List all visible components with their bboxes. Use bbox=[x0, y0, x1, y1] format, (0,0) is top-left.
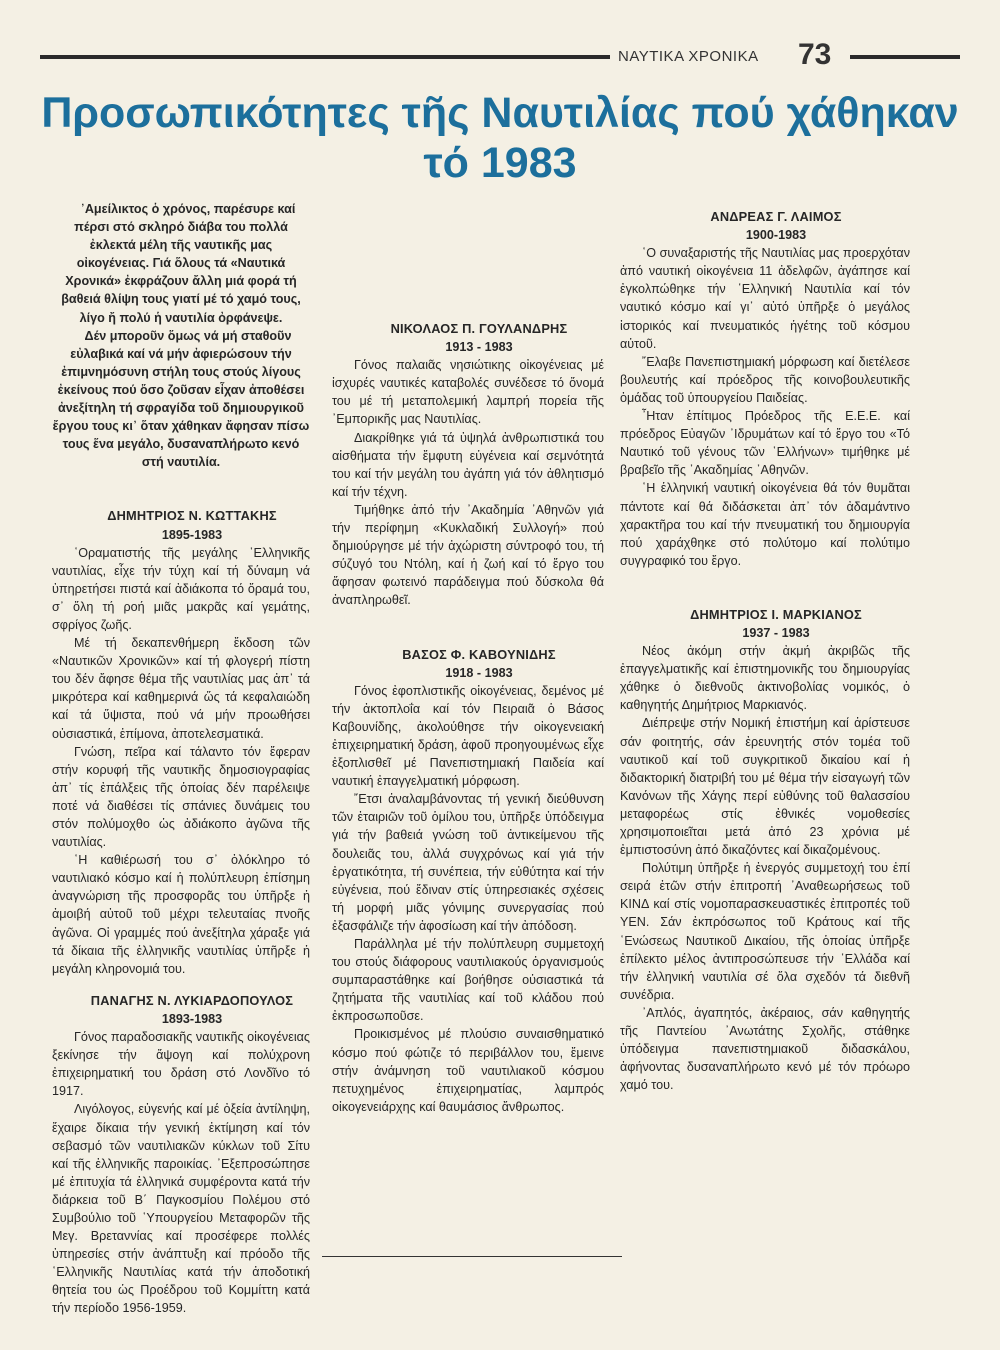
paragraph: Πολύτιμη ὑπῆρξε ἡ ἐνεργός συμμετοχή του ἐπί σειρά ἐτῶν στήν ἐπιτροπή ᾽Αναθεωρήσεως τοῦ ΚΙΝΔ καί στίς νομοπαρασκευαστικές ἐπιτροπές τοῦ ΥΕΝ. Σάν ἐκπρόσωπος τοῦ Κράτους καί τῆς ῾Ενώσεως Ναυτικοῦ Δικαίου, τῆς ὁποίας ὑπῆρξε ἐπίλεκτο μέλος ἀντιπροσώπευσε τήν ῾Ελλάδα καί τήν ἑλληνική ναυτιλία σέ ὅλα σχεδόν τά διεθνῆ συνέδρια. bbox=[620, 861, 910, 1002]
page-header bbox=[40, 40, 960, 74]
paragraph: Προικισμένος μέ πλούσιο συναισθηματικό κόσμο πού φώτιζε τό περιβάλλον του, ἔμεινε στήν ἀνάμνηση τοῦ ναυτιλιακοῦ κόσμου πετυχημένος ἐπιχειρηματίας, λαμπρός οἰκογενειάρχης καί θαυμάσιος ἄνθρωπος. bbox=[332, 1027, 604, 1114]
paragraph: ῾Ο συναξαριστής τῆς Ναυτιλίας μας προερχόταν ἀπό ναυτική οἰκογένεια 11 ἀδελφῶν, ἀγάπησε καί ἐγκολπώθηκε τήν ῾Ελληνική Ναυτιλία καί τόν ναυτικό κόσμο καί γι᾽ αὐτό ὑπῆρξε ὁ μεγάλος ἱστορικός καί πνευματικός ἡγέτης τοῦ κόσμου αὐτοῦ. bbox=[620, 246, 910, 351]
obituary-goulandris bbox=[332, 320, 604, 610]
paragraph: Παράλληλα μέ τήν πολύπλευρη συμμετοχή του στούς διάφορους ναυτιλιακούς ὀργανισμούς συμπαραστάθηκε καί βοήθησε οὐσιαστικά τά ζητήματα τῆς ναυτιλίας καί τοῦ κλάδου πού ἐκπροσωποῦσε. bbox=[332, 937, 604, 1024]
obituary-kavounidis bbox=[332, 646, 604, 1116]
person-name: ΔΗΜΗΤΡΙΟΣ Ι. ΜΑΡΚΙΑΝΟΣ bbox=[690, 606, 862, 622]
article-title bbox=[20, 88, 980, 188]
paragraph: Γόνος παραδοσιακῆς ναυτικῆς οἰκογένειας ξεκίνησε τήν ἄψογη καί πολύχρονη ἐπιχειρηματική του δράση στό Λονδῖνο τό 1917. bbox=[52, 1030, 310, 1099]
intro bbox=[52, 200, 310, 471]
header-rule-left bbox=[40, 55, 610, 59]
paragraph: Γόνος ἐφοπλιστικῆς οἰκογένειας, δεμένος μέ τήν ἀκτοπλοΐα καί τόν Πειραιᾶ ὁ Βάσος Καβουνίδης, ἀκολούθησε τήν οἰκογενειακή ἐπιχειρηματική δράση, ἀφοῦ προηγουμένως εἶχε ἐξοπλισθεῖ μέ Πανεπιστημιακή Παιδεία καί ναυτική ἐπαγγελματική μόρφωση. bbox=[332, 683, 604, 789]
article-title-line2: τό 1983 bbox=[423, 139, 577, 187]
person-years: 1895-1983 bbox=[161, 527, 223, 542]
person-name: ΒΑΣΟΣ Φ. ΚΑΒΟΥΝΙΔΗΣ bbox=[402, 646, 556, 662]
obituary-laimos bbox=[620, 208, 910, 570]
person-years: 1913 - 1983 bbox=[445, 340, 513, 355]
paragraph: ῏Ηταν ἐπίτιμος Πρόεδρος τῆς Ε.Ε.Ε. καί πρόεδρος Εὐαγῶν ᾽Ιδρυμάτων καί τό ἔργο του «Τό Ναυτικό τοῦ γένους τῶν ῾Ελλήνων» τιμήθηκε μέ βραβεῖο τῆς ᾽Ακαδημίας ᾽Αθηνῶν. bbox=[620, 409, 910, 478]
person-name: ΠΑΝΑΓΗΣ Ν. ΛΥΚΙΑΡΔΟΠΟΥΛΟΣ bbox=[90, 992, 294, 1008]
paragraph: Τιμήθηκε ἀπό τήν ᾽Ακαδημία ᾽Αθηνῶν γιά τήν περίφημη «Κυκλαδική Συλλογή» πού δημιούργησε μέ τήν ἀχώριστη σύντροφό του, τή σύζυγό του Ντόλη, καί ἡ ζωή καί τό ἔργο του ἄφησαν φωτεινό παράδειγμα πού δύσκολα θά ἀναπληρωθεῖ. bbox=[332, 502, 604, 608]
article-title-line1: Προσωπικότητες τῆς Ναυτιλίας πού χάθηκαν bbox=[41, 89, 959, 137]
paragraph: ῾Η καθιέρωσή του σ᾽ ὁλόκληρο τό ναυτιλιακό κόσμο καί ἡ πολύπλευρη ἐπίσημη ἀναγνώριση τῆς προσφορᾶς του ὑπῆρξε ἡ ἀμοιβή αὐτοῦ τοῦ μέχρι τελευταίας πνοῆς ἀγῶνα. Οἱ γραμμές πού ἀνεξίτηλα χάραξε γιά τά δίκαια τῆς ἑλληνικῆς ναυτιλίας ὑπῆρξε ἡ μεγάλη κληρονομιά του. bbox=[52, 853, 310, 976]
person-years: 1900-1983 bbox=[745, 228, 807, 243]
paragraph: Διέπρεψε στήν Νομική ἐπιστήμη καί ἀρίστευσε σάν φοιτητής, σάν ἐρευνητής στόν τομέα τοῦ ναυτικοῦ καί τοῦ συγκριτικοῦ δικαίου καί ἡ διδακτορική διατριβή του μέ θέμα τήν εἰσαγωγή τῶν Κανόνων τῆς Χάγης περί εὐθύνης τοῦ θαλασσίου μεταφορέως στίς ἐθνικές νομοθεσίες χρησιμοποιεῖται μετά ἀπό 23 χρόνια μέ ἐμπιστοσύνη ἀπό δικαζόντες καί δικαζομένους. bbox=[620, 716, 910, 858]
intro-paragraph: Δέν μποροῦν ὅμως νά μή σταθοῦν εὐλαβικά καί νά μήν ἀφιερώσουν τήν ἐπιμνημόσυνη στήλη τους στούς λίγους ἐκείνους πού ὅσο ζοῦσαν εἶχαν ἀποθέσει ἀνεξίτηλη τή σφραγίδα τοῦ δημιουργικοῦ ἔργου τους κι᾽ ὅταν χάθηκαν ἄφησαν πίσω τους ἕνα μεγάλο, δυσαναπλήρωτο κενό στή ναυτιλία. bbox=[52, 328, 310, 470]
paragraph: ῎Ετσι ἀναλαμβάνοντας τή γενική διεύθυνση τῶν ἑταιριῶν τοῦ ὁμίλου του, ὑπῆρξε ὑπόδειγμα γιά τήν βαθειά γνώση τοῦ ἀντικείμενου τῆς δουλειᾶς του, ἀλλά συγχρόνως καί γιά τήν ἐργατικότητα, τή συνέπεια, τήν εὐθύτητα καί τήν εὐγένεια, πού ἔδιναν στίς ὑπηρεσιακές σχέσεις τή μορφή μιᾶς γόνιμης συνεργασίας πού ἐξασφάλιζε τήν ἀφοσίωση καί τήν ἀπόδοση. bbox=[332, 792, 604, 933]
paragraph: Γόνος παλαιᾶς νησιώτικης οἰκογένειας μέ ἰσχυρές ναυτικές καταβολές συνέδεσε τό ὄνομά του μέ τή μεταπολεμική λαμπρή πορεία τῆς ᾽Εμπορικῆς μας Ναυτιλίας. bbox=[332, 358, 604, 427]
paragraph: Λιγόλογος, εὐγενής καί μέ ὀξεία ἀντίληψη, ἔχαιρε δίκαια τήν γενική ἐκτίμηση καί τόν σεβασμό τῶν ναυτιλιακῶν κύκλων τοῦ Σίτυ καί τῆς ἑλληνικῆς παροικίας. ᾽Εξεπροσώπησε μέ ἐπιτυχία τά ἑλληνικά συμφέροντα κατά τήν διάρκεια τοῦ Β΄ Παγκοσμίου Πολέμου στό Συμβούλιο τοῦ ῾Υπουργείου Μεταφορῶν τῆς Μεγ. Βρεταννίας καί προσέφερε πολλές ὑπηρεσίες στήν ἀνάπτυξη καί πρόοδο τῆς ῾Ελληνικῆς Ναυτιλίας κατά τήν ἀποδοτική θητεία του ὡς Προέδρου τοῦ Κομμίττη κατά τήν περίοδο 1956-1959. bbox=[52, 1102, 310, 1316]
person-years: 1937 - 1983 bbox=[742, 625, 810, 640]
intro-paragraph: ᾽Αμείλικτος ὁ χρόνος, παρέσυρε καί πέρσι στό σκληρό διάβα του πολλά ἐκλεκτά μέλη τῆς ναυτικῆς μας οἰκογένειας. Γιά ὅλους τά «Ναυτικά Χρονικά» ἐκφράζουν ἄλλη μιά φορά τή βαθειά θλίψη τους γιατί μέ τό χαμό τους, λίγο ἤ πολύ ἡ ναυτιλία ὀρφάνεψε. bbox=[61, 202, 301, 325]
obituary-kottakis bbox=[52, 507, 310, 977]
obituary-lykiardopoulos bbox=[52, 992, 310, 1318]
paragraph: Διακρίθηκε γιά τά ὑψηλά ἀνθρωπιστικά του αἰσθήματα τήν ἔμφυτη εὐγένεια καί σεμνότητά του καί τήν μεγάλη του ἀγάπη γιά τόν ἀθλητισμό καί τήν τέχνη. bbox=[332, 430, 604, 499]
person-years: 1918 - 1983 bbox=[445, 665, 513, 680]
paragraph: Μέ τή δεκαπενθήμερη ἔκδοση τῶν «Ναυτικῶν Χρονικῶν» καί τή φλογερή πίστη του δέν ἄφησε θέμα τῆς ναυτιλίας μας ἀπ᾽ τά μικρότερα καί καθημερινά ὥς τά κεφαλαιώδη καί τά ὕψιστα, πού νά μήν προωθήσει οὐσιαστικά, ἐπίμονα, ἀποτελεσματικά. bbox=[52, 636, 310, 741]
paragraph: ᾽Απλός, ἀγαπητός, ἀκέραιος, σάν καθηγητής τῆς Παντείου ᾽Ανωτάτης Σχολῆς, στάθηκε ὑπόδειγμα πανεπιστημιακοῦ διδασκάλου, ἀφήνοντας δυσαναπλήρωτο κενό μέ τόν πρόωρο χαμό του. bbox=[620, 1005, 910, 1093]
column-2 bbox=[332, 200, 604, 1116]
paragraph: ῾Η ἑλληνική ναυτική οἰκογένεια θά τόν θυμᾶται πάντοτε καί θά διδάσκεται ἀπ᾽ τόν ἀδαμάντινο χαρακτῆρα του καί τήν πνευματική του δημιουργία πού χαράχθηκε στό πολύτομο καί πολύτιμο συγγραφικό του ἔργο. bbox=[620, 481, 910, 568]
column-1 bbox=[52, 200, 310, 1318]
person-name: ΔΗΜΗΤΡΙΟΣ Ν. ΚΩΤΤΑΚΗΣ bbox=[107, 508, 277, 524]
paragraph: ῾Οραματιστής τῆς μεγάλης ῾Ελληνικῆς ναυτιλίας, εἶχε τήν τύχη καί τή δύναμη νά ὑπηρετήσει πιστά καί ἀδιάκοπα τό ὅραμά του, σ᾽ ὅλη τή ροή μιᾶς μακρᾶς καί γεμάτης, σφρίγος ζωῆς. bbox=[52, 545, 310, 632]
magazine-name: ΝΑΥΤΙΚΑ ΧΡΟΝΙΚΑ bbox=[618, 48, 759, 65]
person-name: ΑΝΔΡΕΑΣ Γ. ΛΑΙΜΟΣ bbox=[710, 209, 842, 224]
header-rule-right bbox=[850, 55, 960, 59]
bottom-rule bbox=[322, 1256, 622, 1257]
column-3 bbox=[620, 200, 910, 1094]
person-years: 1893-1983 bbox=[161, 1011, 223, 1026]
paragraph: ῎Ελαβε Πανεπιστημιακή μόρφωση καί διετέλεσε βουλευτής καί πρόεδρος τῆς κοινοβουλευτικῆς ὁμάδας τοῦ ὑπουργείου Παιδείας. bbox=[620, 354, 910, 405]
obituary-markianos bbox=[620, 606, 910, 1095]
page-number: 73 bbox=[798, 38, 832, 71]
person-name: ΝΙΚΟΛΑΟΣ Π. ΓΟΥΛΑΝΔΡΗΣ bbox=[390, 321, 568, 336]
paragraph: Γνώση, πεῖρα καί τάλαντο τόν ἔφεραν στήν κορυφή τῆς ναυτικῆς δημοσιογραφίας ἀπ᾽ τίς ἐπάλξεις τῆς ὁποίας δέν παρέλειψε ποτέ νά διαθέσει τίς σπάνιες δυνάμεις του στόν πολύμοχθο ὡς ἀδιάκοπο ἀγῶνα τῆς ναυτιλίας. bbox=[52, 744, 310, 850]
paragraph: Νέος ἀκόμη στήν ἀκμή ἀκριβῶς τῆς ἐπαγγελματικῆς καί ἐπιστημονικῆς του δημιουργίας χάθηκε ὁ διεθνοῦς ἀκτινοβολίας νομικός, ὁ καθηγητής Δημήτριος Μαρκιανός. bbox=[620, 644, 910, 713]
